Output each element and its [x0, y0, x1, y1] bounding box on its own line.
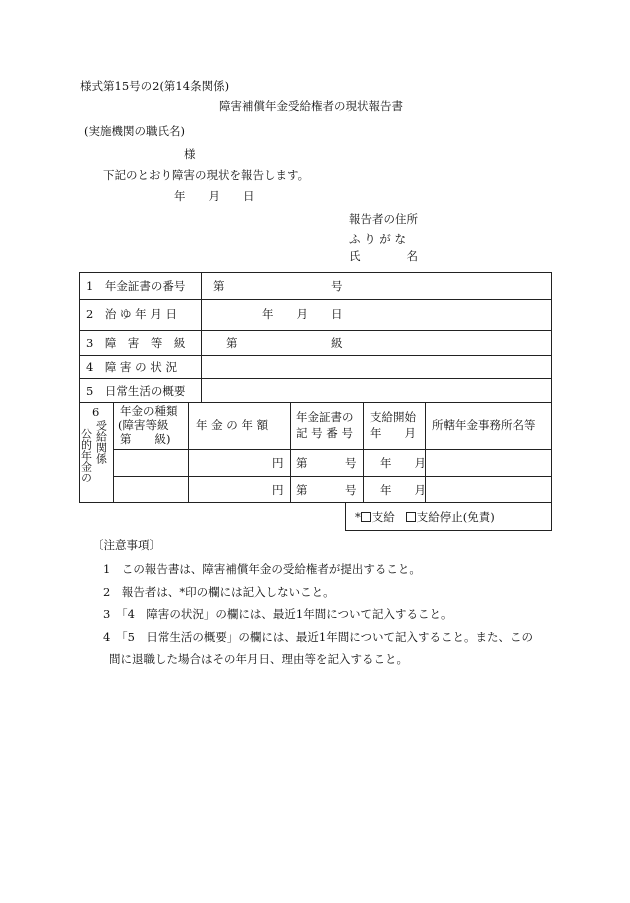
notes-heading: 〔注意事項〕	[92, 538, 161, 552]
asterisk-mark: *	[355, 510, 361, 524]
row6-vertical-label-b: 受給関係	[94, 420, 108, 464]
reporter-name-label: 氏 名	[349, 249, 418, 263]
col-divider	[188, 402, 189, 503]
row-divider	[79, 299, 552, 300]
header-cert-number-2: 記 号 番 号	[296, 426, 353, 440]
note-4-line-2: 間に退職した場合はその年月日、理由等を記入すること。	[109, 652, 408, 666]
start-year-month: 年 月	[380, 483, 426, 497]
cert-suffix: 号	[345, 456, 357, 470]
honorific: 様	[184, 147, 196, 161]
checkbox-suspended[interactable]	[406, 512, 416, 522]
col-divider	[290, 402, 291, 503]
reporter-address-label: 報告者の住所	[349, 212, 418, 226]
start-year-month: 年 月	[380, 456, 426, 470]
row-divider	[113, 449, 552, 450]
checkbox-paid[interactable]	[361, 512, 371, 522]
row3-label: 3 障 害 等 級	[86, 336, 186, 350]
row4-label: 4 障 害 の 状 況	[86, 360, 177, 374]
yen-unit: 円	[272, 483, 284, 497]
col-divider	[201, 272, 202, 402]
row6-number: 6	[92, 405, 100, 419]
header-start-2: 年 月	[370, 426, 416, 440]
note-2: 2 報告者は、*印の欄には記入しないこと。	[103, 585, 335, 599]
status-line	[355, 510, 495, 525]
header-pension-type-1: 年金の種類	[120, 404, 178, 418]
col-divider	[113, 402, 114, 503]
row3-suffix: 級	[331, 336, 343, 350]
header-pension-type-2: (障害等級	[118, 418, 169, 432]
row-divider	[113, 476, 552, 477]
row-divider	[79, 330, 552, 331]
agency-name-label: (実施機関の職氏名)	[84, 124, 185, 138]
cert-suffix: 号	[345, 483, 357, 497]
row-divider	[79, 355, 552, 356]
furigana-label: ふ り が な	[349, 232, 406, 246]
form-number: 様式第15号の2(第14条関係)	[80, 79, 230, 93]
document-title: 障害補償年金受給権者の現状報告書	[219, 99, 403, 113]
cert-prefix: 第	[296, 483, 308, 497]
row3-prefix: 第	[226, 336, 238, 350]
row-divider	[79, 402, 552, 403]
row-divider	[79, 378, 552, 379]
checkbox-paid-label: 支給	[371, 510, 395, 524]
note-3: 3 「4 障害の状況」の欄には、最近1年間について記入すること。	[103, 607, 453, 621]
row5-label: 5 日常生活の概要	[86, 384, 186, 398]
row1-label: 1 年金証書の番号	[86, 279, 186, 293]
row1-prefix: 第	[213, 279, 225, 293]
col-divider	[363, 402, 364, 503]
header-cert-number-1: 年金証書の	[296, 410, 354, 424]
row6-vertical-label-a: 公的年金の	[79, 428, 93, 483]
header-pension-type-3: 第 級)	[120, 432, 171, 446]
row2-label: 2 治 ゆ 年 月 日	[86, 307, 177, 321]
intro-text: 下記のとおり障害の現状を報告します。	[103, 168, 310, 182]
header-annual-amount: 年 金 の 年 額	[196, 418, 269, 432]
note-4-line-1: 4 「5 日常生活の概要」の欄には、最近1年間について記入すること。また、この	[103, 630, 533, 644]
header-office: 所轄年金事務所名等	[432, 418, 536, 432]
checkbox-suspended-label: 支給停止(免責)	[416, 510, 495, 524]
row2-value: 年 月 日	[262, 307, 343, 321]
row1-suffix: 号	[331, 279, 343, 293]
yen-unit: 円	[272, 456, 284, 470]
report-date: 年 月 日	[174, 189, 255, 203]
header-start-1: 支給開始	[370, 410, 416, 424]
note-1: 1 この報告書は、障害補償年金の受給権者が提出すること。	[103, 562, 421, 576]
cert-prefix: 第	[296, 456, 308, 470]
